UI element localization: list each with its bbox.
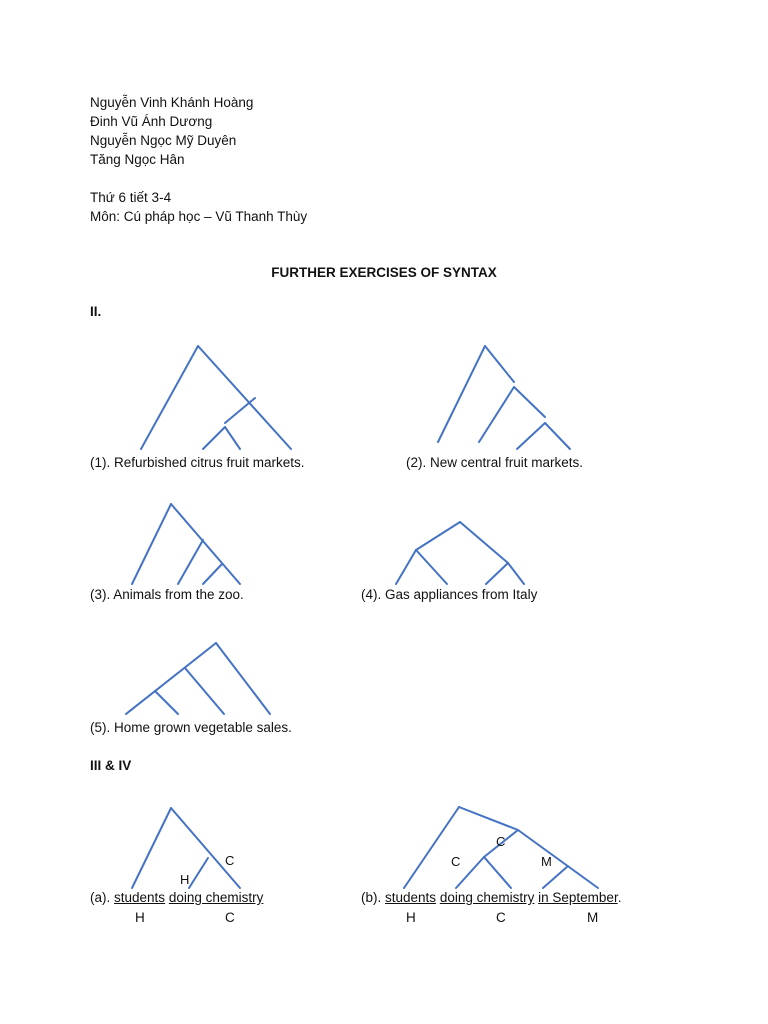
example-a-prefix: (a). bbox=[90, 890, 115, 905]
tree-a-label-h: H bbox=[180, 872, 190, 887]
caption-3: (3). Animals from the zoo. bbox=[90, 587, 244, 602]
tree-1-branch bbox=[225, 398, 255, 423]
example-a-label-h: H bbox=[135, 910, 145, 925]
tree-a-branch bbox=[132, 808, 171, 888]
course-line: Môn: Cú pháp học – Vũ Thanh Thùy bbox=[90, 209, 308, 224]
example-b-head-phrase: students bbox=[385, 890, 437, 905]
tree-3 bbox=[132, 504, 240, 584]
example-b-prefix: (b). bbox=[361, 890, 386, 905]
example-b-label-c: C bbox=[496, 910, 506, 925]
example-b-modifier-phrase: in September bbox=[538, 890, 618, 905]
tree-5-branch bbox=[126, 643, 216, 714]
page-title: FURTHER EXERCISES OF SYNTAX bbox=[271, 265, 497, 280]
tree-b-branch bbox=[459, 807, 518, 830]
tree-b-branch bbox=[404, 807, 459, 888]
example-a bbox=[90, 890, 263, 906]
tree-4-branch bbox=[416, 550, 447, 584]
example-b-label-m: M bbox=[587, 910, 599, 925]
author-name-2: Đinh Vũ Ánh Dương bbox=[90, 114, 213, 129]
tree-5-branch bbox=[216, 643, 270, 714]
tree-b-branch bbox=[484, 857, 511, 888]
tree-5-branch bbox=[185, 668, 224, 714]
example-a-head-phrase: students bbox=[114, 890, 166, 905]
tree-4-branch bbox=[508, 563, 524, 584]
tree-2-branch bbox=[545, 423, 570, 449]
schedule-line: Thứ 6 tiết 3-4 bbox=[90, 190, 172, 205]
author-name-4: Tăng Ngọc Hân bbox=[90, 152, 185, 167]
tree-a-branch bbox=[189, 858, 208, 888]
caption-5: (5). Home grown vegetable sales. bbox=[90, 720, 292, 735]
tree-2-branch bbox=[438, 346, 485, 442]
example-b-complement-phrase: doing chemistry bbox=[439, 890, 535, 905]
example-b bbox=[361, 890, 621, 906]
tree-3-branch bbox=[203, 564, 222, 584]
example-a-complement-phrase: doing chemistry bbox=[168, 890, 264, 905]
tree-5-branch bbox=[155, 691, 178, 714]
tree-b-label-m: M bbox=[541, 854, 552, 869]
tree-4-branch bbox=[416, 522, 460, 550]
tree-2-branch bbox=[517, 423, 545, 449]
caption-1: (1). Refurbished citrus fruit markets. bbox=[90, 455, 305, 470]
example-a-label-c: C bbox=[225, 910, 235, 925]
tree-b-branch bbox=[518, 830, 598, 888]
tree-b-branch bbox=[543, 866, 568, 888]
tree-4-branch bbox=[460, 522, 508, 563]
tree-1-branch bbox=[225, 427, 240, 449]
tree-3-branch bbox=[132, 504, 171, 584]
tree-4-branch bbox=[486, 563, 508, 584]
author-name-3: Nguyễn Ngọc Mỹ Duyên bbox=[90, 133, 237, 148]
tree-1-branch bbox=[198, 346, 291, 449]
tree-a-label-c: C bbox=[225, 853, 235, 868]
tree-a bbox=[132, 808, 240, 888]
author-name-1: Nguyễn Vinh Khánh Hoàng bbox=[90, 95, 254, 110]
tree-2-branch bbox=[514, 387, 545, 417]
tree-2-branch bbox=[485, 346, 514, 382]
tree-b-label-c-top: C bbox=[496, 834, 506, 849]
tree-4 bbox=[396, 522, 524, 584]
tree-b-label-c-left: C bbox=[451, 854, 461, 869]
tree-b bbox=[404, 807, 598, 888]
example-b-period: . bbox=[617, 890, 622, 905]
section-heading-ii: II. bbox=[90, 304, 102, 319]
tree-3-branch bbox=[171, 504, 240, 584]
tree-5 bbox=[126, 643, 270, 714]
tree-3-branch bbox=[178, 540, 203, 584]
tree-1 bbox=[141, 346, 291, 449]
tree-2 bbox=[438, 346, 570, 449]
tree-1-branch bbox=[203, 427, 225, 449]
caption-4: (4). Gas appliances from Italy bbox=[361, 587, 538, 602]
section-heading-iii-iv: III & IV bbox=[90, 758, 132, 773]
tree-2-branch bbox=[479, 387, 514, 442]
caption-2: (2). New central fruit markets. bbox=[406, 455, 584, 470]
tree-4-branch bbox=[396, 550, 416, 584]
example-b-label-h: H bbox=[406, 910, 416, 925]
tree-1-branch bbox=[141, 346, 198, 449]
